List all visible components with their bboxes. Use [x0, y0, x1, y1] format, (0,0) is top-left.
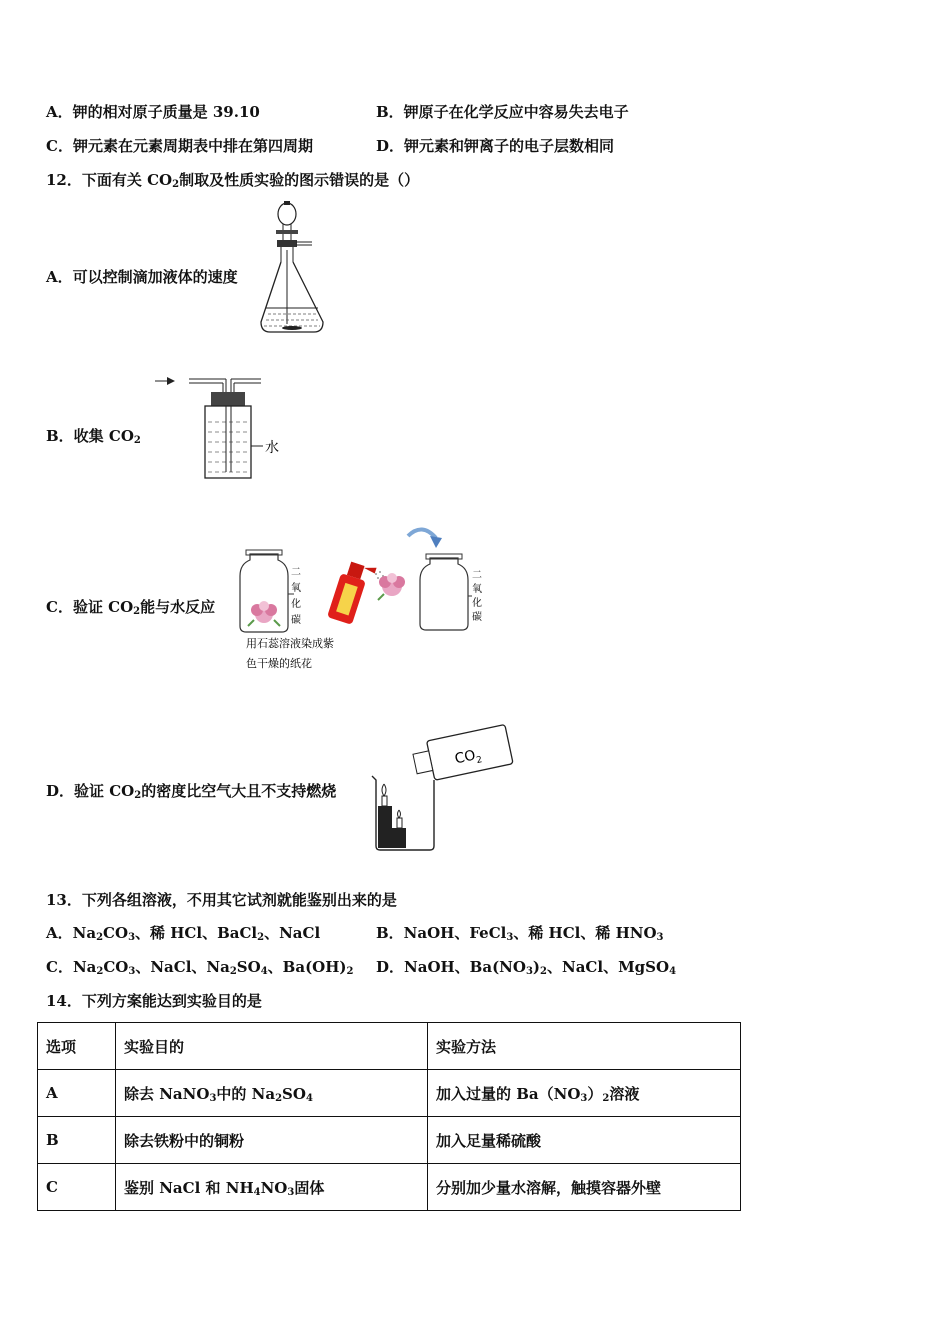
figure-caption-line1: 用石蕊溶液染成紫 — [246, 637, 334, 650]
header-purpose: 实验目的 — [116, 1023, 428, 1070]
q12-stem: 12．下面有关 $CO_2$制取及性质实验的图示错误的是（） — [46, 171, 420, 190]
q14-table — [37, 1022, 741, 1211]
row-method: 分别加少量水溶解，触摸容器外壁 — [428, 1164, 741, 1211]
row-purpose: 鉴别 NaCl 和 $NH_4NO_3$固体 — [116, 1164, 428, 1211]
candle-beaker-figure — [370, 718, 520, 853]
q13-option-c: C．$Na_2CO_3$、NaCl、$Na_2SO_4$、$Ba(OH)_2$ — [46, 958, 354, 977]
q14-stem: 14．下列方案能达到实验目的是 — [46, 992, 262, 1010]
flame-icon — [398, 810, 401, 818]
q12-option-c: C．验证 $CO_2$能与水反应 — [46, 598, 216, 617]
curved-arrow-icon — [430, 536, 442, 548]
q11-option-a: A．钾的相对原子质量是 39.10 — [46, 103, 260, 121]
q11-option-d: D．钾元素和钾离子的电子层数相同 — [376, 137, 615, 155]
flame-icon — [382, 784, 386, 796]
q11-option-c: C．钾元素在元素周期表中排在第四周期 — [46, 137, 313, 155]
svg-text:CO2: $CO_2$ — [453, 747, 484, 768]
q12-option-b: B．收集 $CO_2$ — [46, 427, 141, 446]
svg-text:二: 二 — [291, 567, 301, 578]
q12-option-d: D．验证 $CO_2$的密度比空气大且不支持燃烧 — [46, 782, 337, 801]
header-method: 实验方法 — [428, 1023, 741, 1070]
svg-text:化: 化 — [291, 599, 301, 610]
separatory-funnel-flask-figure — [258, 200, 328, 336]
q11-option-b: B．钾原子在化学反应中容易失去电子 — [376, 103, 629, 121]
q13-option-b: B．NaOH、FeCl$_3$、稀 HCl、稀 $HNO_3$ — [376, 924, 664, 943]
co2-bottle-icon — [411, 724, 513, 783]
row-method: 加入足量稀硫酸 — [428, 1117, 741, 1164]
row-option: B — [38, 1117, 116, 1164]
svg-text:二: 二 — [472, 570, 482, 581]
row-option: A — [38, 1070, 116, 1117]
svg-text:化: 化 — [472, 598, 482, 609]
row-purpose: 除去 NaNO$_3$中的 $Na_2SO_4$ — [116, 1070, 428, 1117]
header-option: 选项 — [38, 1023, 116, 1070]
row-purpose: 除去铁粉中的铜粉 — [116, 1117, 428, 1164]
table-row — [38, 1070, 741, 1117]
svg-text:碳: 碳 — [291, 615, 301, 626]
water-label: 水 — [265, 440, 279, 456]
figure-caption-line2: 色干燥的纸花 — [246, 657, 312, 670]
table-header-row — [38, 1023, 741, 1070]
table-row — [38, 1164, 741, 1211]
svg-text:氧: 氧 — [291, 583, 301, 594]
svg-text:氧: 氧 — [472, 584, 482, 595]
q12-option-a: A．可以控制滴加液体的速度 — [46, 268, 238, 286]
row-option: C — [38, 1164, 116, 1211]
paper-flower-icon — [248, 601, 280, 626]
wet-flower-icon — [378, 573, 405, 600]
row-method: 加入过量的 $Ba(NO_3)_2$溶液 — [428, 1070, 741, 1117]
q13-option-d: D．NaOH、$Ba(NO_3)_2$、NaCl、MgSO$_4$ — [376, 958, 677, 977]
spray-bottle-icon — [327, 558, 377, 627]
litmus-flower-experiment-figure — [236, 522, 496, 677]
q13-stem: 13．下列各组溶液，不用其它试剂就能鉴别出来的是 — [46, 891, 397, 909]
gas-collection-bottle-figure — [153, 372, 288, 482]
svg-text:碳: 碳 — [472, 612, 482, 623]
table-row — [38, 1117, 741, 1164]
q13-option-a: A．$Na_2CO_3$、稀 HCl、BaCl$_2$、NaCl — [46, 924, 321, 943]
